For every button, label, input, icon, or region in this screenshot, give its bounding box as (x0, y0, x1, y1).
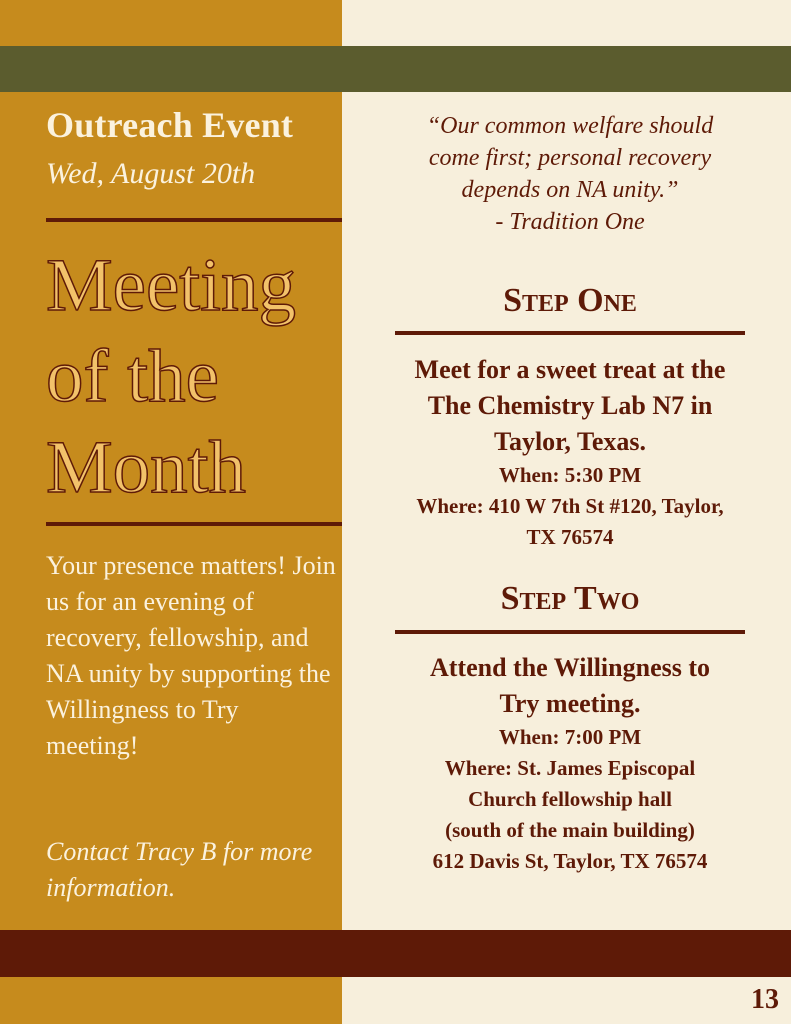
top-band (0, 46, 791, 92)
step-two-when: When: 7:00 PM (498, 725, 642, 749)
step-one-where: Where: 410 W 7th St #120, Taylor, TX 76574 (416, 494, 724, 549)
headline-line: Meeting (46, 244, 296, 327)
step-two-where-line: 612 Davis St, Taylor, TX 76574 (432, 849, 708, 873)
left-divider-top (46, 218, 342, 222)
step-one-details (395, 352, 745, 553)
headline-line: of the (46, 335, 219, 418)
step-one-divider (395, 331, 745, 335)
quote-line: “Our common welfare should (426, 113, 714, 139)
step-two-details (395, 650, 745, 877)
step-two-lead: Attend the Willingness to Try meeting. (429, 653, 711, 718)
step-one-when: When: 5:30 PM (498, 463, 642, 487)
contact-text: Contact Tracy B for more information. (46, 837, 313, 902)
intro-text: Your presence matters! Join us for an evening of recovery, fellowship, and NA unity by supporting the Willingness to Try meeting! (46, 551, 336, 760)
bottom-band (0, 930, 791, 977)
quote-line: depends on NA unity.” (461, 177, 679, 203)
step-one-lead: Meet for a sweet treat at the The Chemistry Lab N7 in Taylor, Texas. (414, 355, 726, 456)
headline-line: Month (46, 426, 247, 509)
step-two-where-line: (south of the main building) (445, 818, 695, 842)
event-title: Outreach Event (46, 105, 294, 145)
step-two-divider (395, 630, 745, 634)
event-date: Wed, August 20th (46, 157, 256, 190)
quote-attribution: - Tradition One (495, 209, 645, 235)
left-divider-bottom (46, 522, 342, 526)
headline (46, 240, 296, 513)
step-two-where-line: Where: St. James Episcopal (444, 756, 696, 780)
step-two-where-line: Church fellowship hall (468, 787, 672, 811)
page-number: 13 (751, 984, 779, 1015)
step-two-title: Step Two (500, 580, 640, 617)
tradition-quote (395, 110, 745, 238)
step-one-title: Step One (503, 282, 637, 319)
quote-line: come first; personal recovery (428, 145, 712, 171)
